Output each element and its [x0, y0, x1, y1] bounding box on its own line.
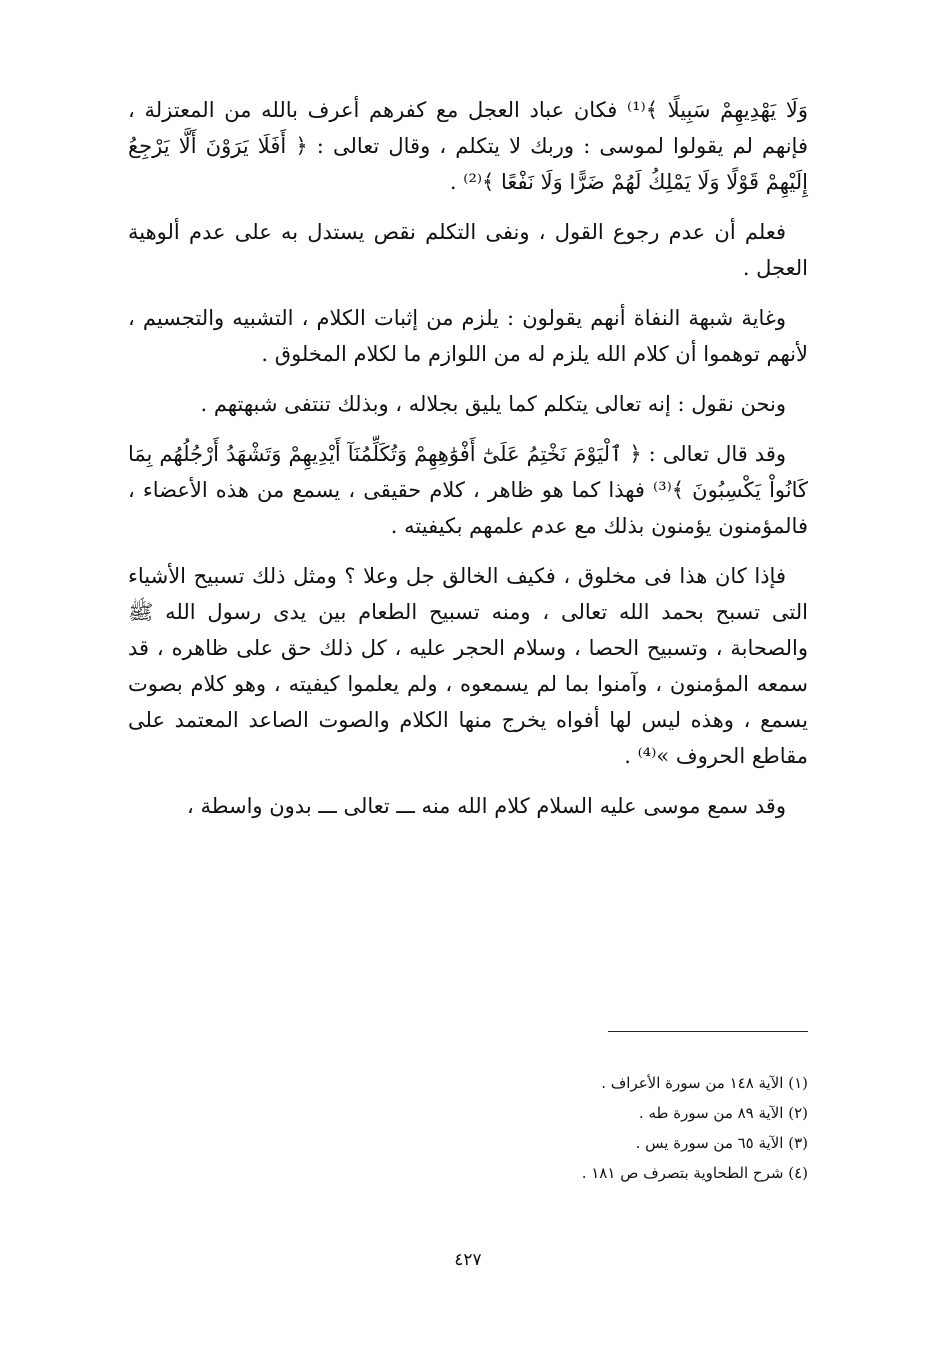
footnote-divider [608, 1031, 808, 1032]
footnotes [300, 1068, 808, 1188]
paragraph-4: ونحن نقول : إنه تعالى يتكلم كما يليق بجلاله ، وبذلك تنتفى شبهتهم . [200, 392, 786, 416]
paragraph-7: وقد سمع موسى عليه السلام كلام الله منه ـــ تعالى ـــ بدون واسطة ، [187, 794, 786, 818]
footnote-4: (٤) شرح الطحاوية بتصرف ص ١٨١ . [581, 1164, 808, 1182]
footnote-3: (٣) الآية ٦٥ من سورة يس . [635, 1134, 808, 1152]
paragraph-2: فعلم أن عدم رجوع القول ، ونفى التكلم نقص يستدل به على عدم ألوهية العجل . [128, 220, 808, 280]
main-text [128, 92, 808, 838]
paragraph-5: وقد قال تعالى : ﴿ ٱلْيَوْمَ نَخْتِمُ عَلَىٰٓ أَفْوَٰهِهِمْ وَتُكَلِّمُنَآ أَيْدِيهِمْ وَتَشْهَدُ أَرْجُلُهُم بِمَا كَانُواْ يَكْسِبُونَ ﴾⁽³⁾ فهذا كما هو ظاهر ، كلام حقيقى ، يسمع من هذه الأعضاء ، فالمؤمنون يؤمنون بذلك مع عدم علمهم بكيفيته . [128, 442, 808, 538]
page-number: ٤٢٧ [454, 1250, 482, 1270]
footnote-1: (١) الآية ١٤٨ من سورة الأعراف . [601, 1074, 808, 1092]
paragraph-3: وغاية شبهة النفاة أنهم يقولون : يلزم من إثبات الكلام ، التشبيه والتجسيم ، لأنهم توهموا أن كلام الله يلزم له من اللوازم ما لكلام المخلوق . [128, 306, 808, 366]
footnote-2: (٢) الآية ٨٩ من سورة طه . [638, 1104, 808, 1122]
paragraph-1: وَلَا يَهْدِيهِمْ سَبِيلًا ﴾⁽¹⁾ فكان عباد العجل مع كفرهم أعرف بالله من المعتزلة ، فإنهم لم يقولوا لموسى : وربك لا يتكلم ، وقال تعالى : ﴿ أَفَلَا يَرَوْنَ أَلَّا يَرْجِعُ إِلَيْهِمْ قَوْلًا وَلَا يَمْلِكُ لَهُمْ ضَرًّا وَلَا نَفْعًا ﴾⁽²⁾ . [128, 98, 808, 194]
paragraph-6: فإذا كان هذا فى مخلوق ، فكيف الخالق جل وعلا ؟ ومثل ذلك تسبيح الأشياء التى تسبح بحمد الله تعالى ، ومنه تسبيح الطعام بين يدى رسول الله ﷺ والصحابة ، وتسبيح الحصا ، وسلام الحجر عليه ، كل ذلك حق على ظاهره ، قد سمعه المؤمنون ، وآمنوا بما لم يسمعوه ، ولم يعلموا كيفيته ، وهو كلام بصوت يسمع ، وهذه ليس لها أفواه يخرج منها الكلام والصوت الصاعد المعتمد على مقاطع الحروف »⁽⁴⁾ . [128, 564, 808, 768]
